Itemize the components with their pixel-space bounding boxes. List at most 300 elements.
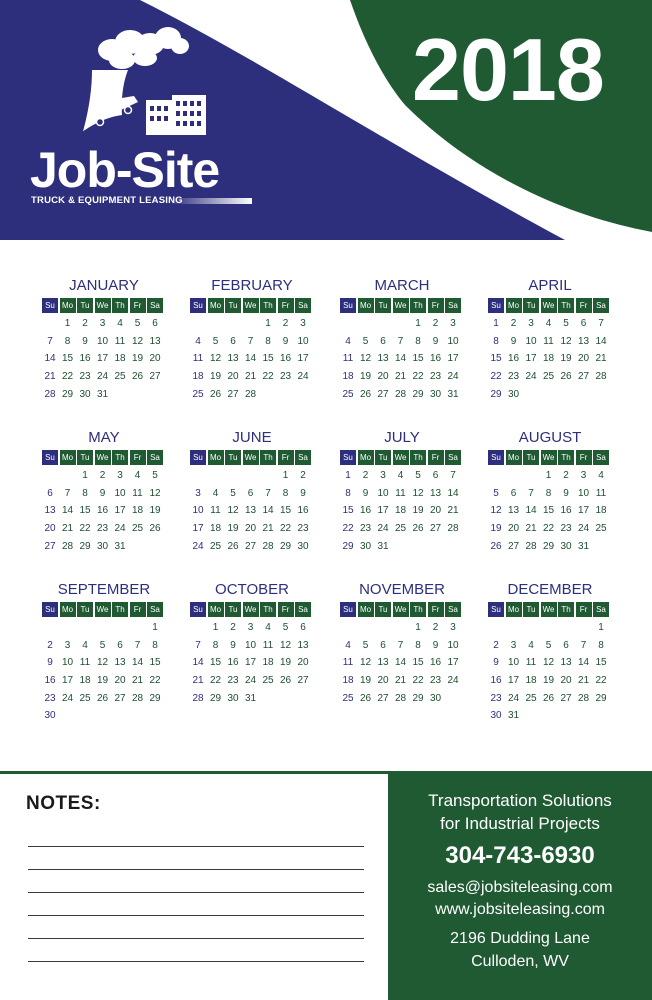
day-number: 7 bbox=[247, 335, 254, 347]
weekday-header-row bbox=[488, 450, 612, 465]
day-number: 13 bbox=[227, 353, 239, 365]
weekday-label: We bbox=[95, 450, 111, 465]
day-number: 11 bbox=[595, 487, 607, 499]
day-number: 19 bbox=[227, 523, 239, 535]
day-number: 11 bbox=[262, 639, 274, 651]
weekday-label: Tu bbox=[225, 298, 241, 313]
day-number: 18 bbox=[595, 505, 607, 517]
day-number: 20 bbox=[377, 675, 389, 687]
weekday-label: We bbox=[393, 450, 409, 465]
contact-email[interactable]: sales@jobsiteleasing.com bbox=[427, 879, 613, 896]
day-number: 2 bbox=[362, 470, 369, 481]
weekday-header-row bbox=[488, 602, 612, 617]
day-number: 6 bbox=[247, 487, 254, 499]
day-number: 24 bbox=[577, 523, 590, 535]
day-number: 16 bbox=[227, 657, 239, 669]
empty-day-cell bbox=[95, 619, 111, 637]
day-number: 15 bbox=[262, 353, 274, 365]
weekday-label: Th bbox=[112, 602, 128, 617]
day-number: 28 bbox=[192, 692, 204, 704]
day-number: 5 bbox=[362, 639, 369, 651]
day-number: 3 bbox=[450, 318, 456, 329]
day-number: 2 bbox=[563, 470, 569, 481]
day-number: 4 bbox=[345, 335, 351, 347]
weekday-label: Tu bbox=[77, 602, 93, 617]
day-number: 19 bbox=[359, 371, 372, 383]
day-number: 11 bbox=[342, 657, 354, 669]
day-number: 10 bbox=[192, 505, 204, 517]
note-line bbox=[28, 915, 364, 916]
day-number: 2 bbox=[47, 639, 53, 651]
day-number: 2 bbox=[282, 318, 289, 329]
days-grid bbox=[42, 315, 166, 403]
day-number: 28 bbox=[577, 692, 590, 704]
day-number: 27 bbox=[377, 692, 389, 704]
weekday-label: We bbox=[243, 602, 259, 617]
day-number: 12 bbox=[96, 657, 109, 669]
weekday-header-row bbox=[190, 450, 314, 465]
month-name: AUGUST bbox=[518, 429, 582, 446]
day-number: 19 bbox=[279, 657, 292, 669]
empty-day-cell bbox=[190, 315, 206, 333]
day-number: 15 bbox=[149, 657, 161, 669]
day-number: 6 bbox=[380, 639, 386, 651]
day-number: 2 bbox=[510, 318, 517, 329]
days-grid bbox=[190, 467, 314, 555]
day-number: 18 bbox=[342, 371, 354, 383]
month-june bbox=[190, 428, 314, 555]
day-number: 10 bbox=[61, 657, 74, 669]
empty-day-cell bbox=[243, 315, 259, 333]
day-number: 24 bbox=[447, 675, 459, 687]
day-number: 12 bbox=[412, 487, 424, 499]
days-grid bbox=[340, 619, 464, 707]
day-number: 13 bbox=[429, 487, 442, 499]
brand-name: Job-Site bbox=[30, 142, 220, 198]
day-number: 21 bbox=[44, 371, 56, 383]
day-number: 5 bbox=[99, 639, 106, 651]
empty-day-cell bbox=[576, 619, 592, 637]
day-number: 15 bbox=[79, 505, 91, 517]
day-number: 15 bbox=[412, 353, 424, 365]
weekday-label: Sa bbox=[295, 602, 311, 617]
day-number: 14 bbox=[447, 487, 459, 499]
day-number: 25 bbox=[342, 692, 354, 704]
day-number: 4 bbox=[545, 318, 552, 329]
day-number: 8 bbox=[82, 487, 88, 499]
day-number: 23 bbox=[44, 692, 56, 704]
month-name: SEPTEMBER bbox=[57, 581, 151, 598]
day-number: 26 bbox=[131, 371, 144, 383]
day-number: 23 bbox=[429, 371, 442, 383]
weekday-label: Mo bbox=[506, 602, 522, 617]
contact-phone[interactable]: 304-743-6930 bbox=[445, 842, 595, 869]
month-name: MAY bbox=[88, 429, 120, 446]
day-number: 30 bbox=[507, 388, 520, 400]
day-number: 22 bbox=[149, 675, 161, 687]
contact-panel bbox=[388, 771, 652, 1000]
days-grid bbox=[42, 619, 166, 725]
note-line bbox=[28, 846, 364, 847]
day-number: 4 bbox=[195, 335, 201, 347]
day-number: 10 bbox=[447, 639, 459, 651]
day-number: 18 bbox=[192, 371, 204, 383]
days-grid bbox=[340, 467, 464, 555]
weekday-label: Th bbox=[112, 298, 128, 313]
day-number: 23 bbox=[490, 692, 502, 704]
weekday-label: Sa bbox=[593, 602, 609, 617]
day-number: 30 bbox=[44, 710, 56, 722]
day-number: 22 bbox=[412, 371, 424, 383]
day-number: 1 bbox=[265, 318, 271, 329]
day-number: 28 bbox=[44, 388, 56, 400]
day-number: 24 bbox=[96, 371, 109, 383]
note-line bbox=[28, 961, 364, 962]
day-number: 29 bbox=[595, 692, 607, 704]
weekday-label: Tu bbox=[523, 298, 539, 313]
day-number: 8 bbox=[265, 335, 271, 347]
day-number: 7 bbox=[195, 639, 201, 651]
weekday-label: Tu bbox=[375, 602, 391, 617]
day-number: 8 bbox=[415, 335, 421, 347]
day-number: 30 bbox=[227, 692, 239, 704]
day-number: 28 bbox=[394, 692, 407, 704]
day-number: 3 bbox=[300, 318, 306, 329]
days-grid bbox=[488, 467, 612, 555]
weekday-label: Th bbox=[260, 298, 276, 313]
day-number: 9 bbox=[510, 335, 517, 347]
empty-day-cell bbox=[112, 619, 128, 637]
weekday-label: Th bbox=[260, 602, 276, 617]
day-number: 13 bbox=[114, 657, 126, 669]
weekday-label: Sa bbox=[295, 450, 311, 465]
day-number: 12 bbox=[560, 335, 572, 347]
day-number: 12 bbox=[131, 335, 144, 347]
day-number: 18 bbox=[525, 675, 537, 687]
weekday-header-row bbox=[42, 298, 166, 313]
contact-address-line-1: 2196 Dudding Lane bbox=[450, 930, 590, 947]
day-number: 24 bbox=[297, 371, 309, 383]
weekday-label: Mo bbox=[208, 450, 224, 465]
days-grid bbox=[340, 315, 464, 403]
day-number: 16 bbox=[79, 353, 91, 365]
day-number: 7 bbox=[47, 335, 53, 347]
day-number: 14 bbox=[244, 353, 257, 365]
day-number: 21 bbox=[192, 675, 204, 687]
day-number: 7 bbox=[528, 487, 534, 499]
day-number: 25 bbox=[79, 692, 91, 704]
day-number: 19 bbox=[490, 523, 502, 535]
day-number: 1 bbox=[415, 622, 421, 633]
empty-day-cell bbox=[243, 467, 259, 485]
day-number: 21 bbox=[525, 523, 537, 535]
day-number: 16 bbox=[359, 505, 372, 517]
day-number: 17 bbox=[114, 505, 126, 517]
day-number: 19 bbox=[131, 353, 144, 365]
weekday-label: Mo bbox=[506, 298, 522, 313]
day-number: 26 bbox=[279, 675, 292, 687]
day-number: 2 bbox=[99, 470, 106, 481]
day-number: 1 bbox=[212, 622, 219, 633]
weekday-label: Tu bbox=[77, 450, 93, 465]
day-number: 10 bbox=[447, 335, 459, 347]
day-number: 25 bbox=[525, 692, 537, 704]
day-number: 15 bbox=[412, 657, 424, 669]
weekday-label: Th bbox=[558, 602, 574, 617]
month-name: FEBRUARY bbox=[211, 277, 293, 294]
day-number: 17 bbox=[61, 675, 74, 687]
factory-building-icon bbox=[146, 95, 206, 135]
day-number: 11 bbox=[342, 353, 354, 365]
day-number: 8 bbox=[282, 487, 289, 499]
day-number: 22 bbox=[412, 675, 424, 687]
day-number: 27 bbox=[377, 388, 389, 400]
month-april bbox=[488, 276, 612, 403]
day-number: 5 bbox=[545, 639, 552, 651]
weekday-label: Th bbox=[558, 450, 574, 465]
day-number: 3 bbox=[380, 470, 386, 481]
day-number: 27 bbox=[577, 371, 590, 383]
day-number: 8 bbox=[415, 639, 421, 651]
day-number: 29 bbox=[279, 540, 292, 552]
weekday-label: Sa bbox=[445, 450, 461, 465]
day-number: 9 bbox=[432, 639, 439, 651]
day-number: 4 bbox=[134, 470, 141, 481]
weekday-label: Mo bbox=[358, 450, 374, 465]
day-number: 31 bbox=[447, 388, 459, 400]
weekday-label: Th bbox=[410, 450, 426, 465]
day-number: 26 bbox=[560, 371, 572, 383]
empty-day-cell bbox=[42, 619, 58, 637]
day-number: 20 bbox=[227, 371, 239, 383]
notes-title: NOTES: bbox=[26, 793, 101, 814]
weekday-label: Mo bbox=[506, 450, 522, 465]
day-number: 6 bbox=[510, 487, 517, 499]
day-number: 9 bbox=[82, 335, 88, 347]
empty-day-cell bbox=[488, 619, 504, 637]
day-number: 1 bbox=[598, 622, 604, 633]
day-number: 10 bbox=[577, 487, 590, 499]
weekday-label: Fr bbox=[130, 298, 146, 313]
day-number: 27 bbox=[429, 523, 442, 535]
day-number: 26 bbox=[359, 388, 372, 400]
day-number: 18 bbox=[131, 505, 144, 517]
empty-day-cell bbox=[42, 315, 58, 333]
day-number: 18 bbox=[394, 505, 407, 517]
day-number: 16 bbox=[279, 353, 292, 365]
month-october bbox=[190, 580, 314, 707]
day-number: 3 bbox=[450, 622, 456, 633]
day-number: 30 bbox=[79, 388, 91, 400]
month-march bbox=[340, 276, 464, 403]
empty-day-cell bbox=[42, 467, 58, 485]
weekday-label: Fr bbox=[428, 298, 444, 313]
day-number: 19 bbox=[542, 675, 555, 687]
day-number: 27 bbox=[244, 540, 257, 552]
footer bbox=[0, 771, 652, 1000]
empty-day-cell bbox=[541, 619, 557, 637]
day-number: 19 bbox=[209, 371, 222, 383]
day-number: 13 bbox=[244, 505, 257, 517]
weekday-label: Su bbox=[42, 450, 58, 465]
contact-website[interactable]: www.jobsiteleasing.com bbox=[435, 901, 605, 918]
day-number: 6 bbox=[380, 335, 386, 347]
empty-day-cell bbox=[190, 467, 206, 485]
day-number: 6 bbox=[563, 639, 569, 651]
weekday-header-row bbox=[340, 298, 464, 313]
day-number: 18 bbox=[79, 675, 91, 687]
day-number: 3 bbox=[117, 470, 123, 481]
day-number: 17 bbox=[192, 523, 204, 535]
weekday-label: Su bbox=[340, 450, 356, 465]
weekday-label: We bbox=[243, 450, 259, 465]
day-number: 3 bbox=[99, 318, 106, 329]
weekday-label: Sa bbox=[147, 450, 163, 465]
weekday-label: Sa bbox=[147, 602, 163, 617]
day-number: 5 bbox=[493, 487, 499, 499]
day-number: 9 bbox=[282, 335, 289, 347]
note-line bbox=[28, 869, 364, 870]
empty-day-cell bbox=[375, 619, 391, 637]
day-number: 23 bbox=[359, 523, 372, 535]
day-number: 13 bbox=[44, 505, 56, 517]
day-number: 1 bbox=[345, 470, 351, 481]
day-number: 24 bbox=[192, 540, 204, 552]
weekday-label: Fr bbox=[428, 450, 444, 465]
day-number: 29 bbox=[412, 692, 424, 704]
day-number: 24 bbox=[244, 675, 257, 687]
weekday-label: We bbox=[541, 298, 557, 313]
day-number: 3 bbox=[510, 639, 517, 651]
empty-day-cell bbox=[60, 467, 76, 485]
month-may bbox=[42, 428, 166, 555]
weekday-label: Su bbox=[42, 298, 58, 313]
day-number: 1 bbox=[282, 470, 289, 481]
weekday-label: Sa bbox=[445, 298, 461, 313]
day-number: 2 bbox=[230, 622, 236, 633]
day-number: 13 bbox=[297, 639, 309, 651]
day-number: 27 bbox=[297, 675, 309, 687]
empty-day-cell bbox=[558, 619, 574, 637]
note-line bbox=[28, 892, 364, 893]
day-number: 9 bbox=[230, 639, 236, 651]
day-number: 14 bbox=[131, 657, 144, 669]
day-number: 21 bbox=[394, 371, 407, 383]
day-number: 19 bbox=[359, 675, 372, 687]
day-number: 8 bbox=[493, 335, 499, 347]
day-number: 30 bbox=[429, 388, 442, 400]
day-number: 11 bbox=[132, 487, 143, 499]
day-number: 14 bbox=[61, 505, 74, 517]
weekday-label: We bbox=[243, 298, 259, 313]
day-number: 22 bbox=[595, 675, 607, 687]
day-number: 30 bbox=[429, 692, 442, 704]
day-number: 15 bbox=[542, 505, 555, 517]
day-number: 30 bbox=[490, 710, 502, 722]
day-number: 14 bbox=[44, 353, 56, 365]
day-number: 27 bbox=[227, 388, 239, 400]
weekday-label: Mo bbox=[60, 602, 76, 617]
day-number: 23 bbox=[297, 523, 309, 535]
day-number: 24 bbox=[377, 523, 389, 535]
empty-day-cell bbox=[358, 315, 374, 333]
weekday-header-row bbox=[190, 298, 314, 313]
day-number: 2 bbox=[432, 622, 439, 633]
day-number: 27 bbox=[560, 692, 572, 704]
day-number: 5 bbox=[152, 470, 158, 481]
day-number: 26 bbox=[412, 523, 424, 535]
day-number: 17 bbox=[525, 353, 537, 365]
days-grid bbox=[42, 467, 166, 555]
day-number: 13 bbox=[377, 353, 389, 365]
weekday-label: Fr bbox=[576, 298, 592, 313]
weekday-label: Fr bbox=[576, 450, 592, 465]
day-number: 8 bbox=[152, 639, 158, 651]
day-number: 20 bbox=[377, 371, 389, 383]
weekday-label: Su bbox=[42, 602, 58, 617]
day-number: 7 bbox=[580, 639, 587, 651]
day-number: 31 bbox=[96, 388, 109, 400]
empty-day-cell bbox=[130, 619, 146, 637]
day-number: 15 bbox=[342, 505, 354, 517]
day-number: 9 bbox=[99, 487, 106, 499]
day-number: 25 bbox=[394, 523, 407, 535]
day-number: 17 bbox=[447, 353, 459, 365]
day-number: 15 bbox=[490, 353, 502, 365]
day-number: 26 bbox=[490, 540, 502, 552]
day-number: 28 bbox=[525, 540, 537, 552]
day-number: 4 bbox=[82, 639, 88, 651]
day-number: 20 bbox=[560, 675, 572, 687]
day-number: 23 bbox=[279, 371, 292, 383]
day-number: 25 bbox=[542, 371, 555, 383]
day-number: 31 bbox=[244, 692, 257, 704]
weekday-header-row bbox=[190, 602, 314, 617]
day-number: 29 bbox=[412, 388, 424, 400]
weekday-label: Su bbox=[488, 602, 504, 617]
day-number: 14 bbox=[577, 657, 590, 669]
day-number: 17 bbox=[577, 505, 590, 517]
day-number: 26 bbox=[359, 692, 372, 704]
weekday-label: Tu bbox=[225, 602, 241, 617]
day-number: 22 bbox=[490, 371, 502, 383]
day-number: 29 bbox=[542, 540, 555, 552]
day-number: 23 bbox=[79, 371, 91, 383]
weekday-label: Mo bbox=[208, 298, 224, 313]
empty-day-cell bbox=[60, 619, 76, 637]
day-number: 27 bbox=[44, 540, 56, 552]
weekday-label: Fr bbox=[278, 298, 294, 313]
day-number: 5 bbox=[282, 622, 289, 633]
day-number: 22 bbox=[342, 523, 354, 535]
weekday-label: Sa bbox=[593, 450, 609, 465]
day-number: 29 bbox=[79, 540, 91, 552]
day-number: 8 bbox=[345, 487, 351, 499]
weekday-label: Mo bbox=[358, 602, 374, 617]
day-number: 23 bbox=[96, 523, 109, 535]
day-number: 16 bbox=[560, 505, 572, 517]
calendar-year: 2018 bbox=[412, 20, 604, 119]
day-number: 6 bbox=[580, 318, 587, 329]
day-number: 8 bbox=[598, 639, 604, 651]
day-number: 26 bbox=[96, 692, 109, 704]
weekday-label: Su bbox=[488, 450, 504, 465]
day-number: 31 bbox=[577, 540, 590, 552]
day-number: 21 bbox=[131, 675, 144, 687]
month-january bbox=[42, 276, 166, 403]
weekday-header-row bbox=[42, 450, 166, 465]
day-number: 5 bbox=[362, 335, 369, 347]
